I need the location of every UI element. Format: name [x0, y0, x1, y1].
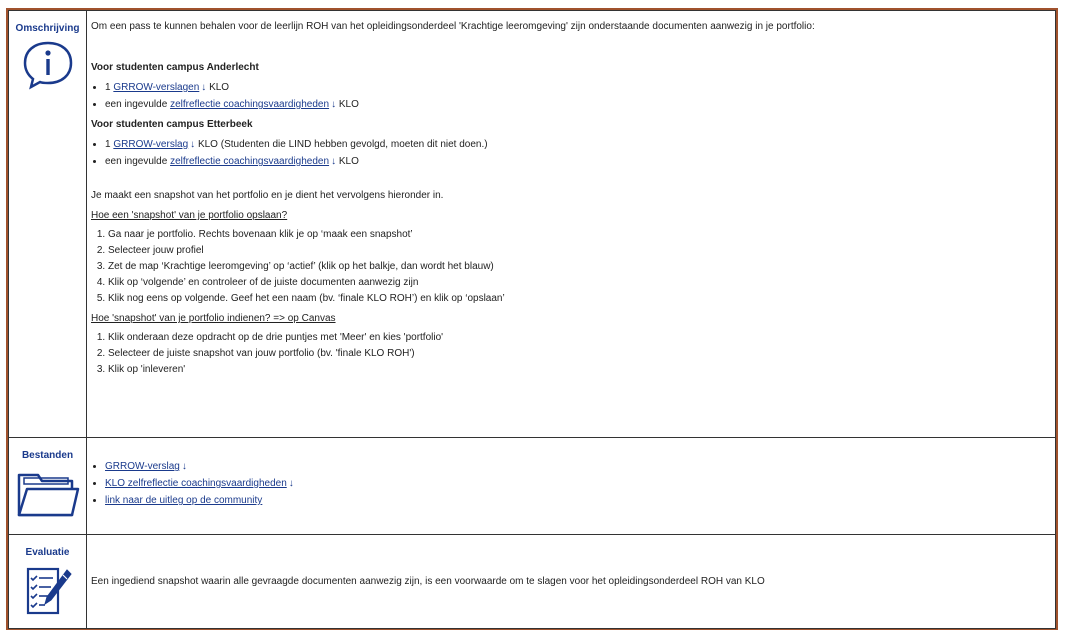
list-item: 3. Zet de map ‘Krachtige leeromgeving’ op ‘actief’ (klik op het balkje, dan wordt het blauw)	[108, 259, 1051, 275]
omschrijving-label-cell	[9, 11, 87, 438]
snapshot-intro: Je maakt een snapshot van het portfolio en je dient het vervolgens hieronder in.	[91, 190, 444, 201]
evaluatie-content	[87, 535, 1056, 629]
download-icon[interactable]: ↓	[288, 478, 294, 489]
list-item: 5. Klik nog eens op volgende. Geef het een naam (bv. ‘finale KLO ROH’) en klik op ‘opslaan’	[108, 291, 1051, 307]
item-suffix: KLO	[336, 99, 359, 110]
download-icon[interactable]: ↓	[201, 82, 207, 93]
omschrijving-label: Omschrijving	[15, 23, 80, 34]
assignment-frame	[6, 8, 1058, 630]
list-item	[105, 79, 1051, 96]
list-item: 2. Selecteer jouw profiel	[108, 243, 1051, 259]
omschrijving-content	[87, 11, 1056, 438]
zelfreflectie-link[interactable]: zelfreflectie coachingsvaardigheden	[170, 156, 330, 167]
download-icon[interactable]: ↓	[331, 99, 337, 110]
item-prefix: een ingevulde	[105, 99, 171, 110]
evaluatie-label: Evaluatie	[25, 547, 70, 558]
evaluatie-text: Een ingediend snapshot waarin alle gevraagde documenten aanwezig zijn, is een voorwaarde om te slagen voor het opleidingsonderdeel ROH van KLO	[91, 575, 765, 587]
grrow-verslag-file-link[interactable]: GRROW-verslag	[105, 461, 180, 472]
folder-icon	[16, 467, 80, 519]
anderlecht-list	[91, 79, 1051, 113]
klo-zelfreflectie-file-link[interactable]: KLO zelfreflectie coachingsvaardigheden	[105, 478, 287, 489]
list-item	[105, 475, 1051, 492]
list-item: 3. Klik op 'inleveren'	[108, 362, 1051, 378]
list-item: 4. Klik op ‘volgende’ en controleer of de juiste documenten aanwezig zijn	[108, 275, 1051, 291]
submit-steps-list	[91, 330, 1051, 378]
list-item	[105, 458, 1051, 475]
item-prefix: een ingevulde	[105, 156, 171, 167]
list-item	[105, 96, 1051, 113]
etterbeek-list	[91, 136, 1051, 170]
community-uitleg-link[interactable]: link naar de uitleg op de community	[105, 495, 263, 506]
list-item: 2. Selecteer de juiste snapshot van jouw portfolio (bv. 'finale KLO ROH')	[108, 346, 1051, 362]
item-suffix: KLO	[206, 82, 230, 93]
intro-text: Om een pass te kunnen behalen voor de leerlijn ROH van het opleidingsonderdeel 'Krachtige leeromgeving' zijn onderstaande documenten aanwezig in je portfolio:	[91, 21, 815, 32]
assignment-table	[8, 10, 1056, 629]
checklist-pen-icon	[23, 564, 73, 618]
save-heading: Hoe een 'snapshot' van je portfolio opslaan?	[91, 210, 288, 221]
zelfreflectie-link[interactable]: zelfreflectie coachingsvaardigheden	[170, 99, 330, 110]
evaluatie-label-cell	[9, 535, 87, 629]
download-icon[interactable]: ↓	[181, 461, 187, 472]
bestanden-content	[87, 438, 1056, 535]
submit-heading: Hoe 'snapshot' van je portfolio indienen? => op Canvas	[91, 313, 336, 324]
bestanden-list	[91, 458, 1051, 509]
download-icon[interactable]: ↓	[190, 139, 196, 150]
grrow-verslagen-link[interactable]: GRROW-verslagen	[113, 82, 200, 93]
list-item	[105, 492, 1051, 509]
item-prefix: 1	[105, 139, 114, 150]
bestanden-label: Bestanden	[21, 450, 74, 461]
download-icon[interactable]: ↓	[331, 156, 337, 167]
list-item: 1. Klik onderaan deze opdracht op de drie puntjes met 'Meer' en kies 'portfolio'	[108, 330, 1051, 346]
item-suffix: KLO (Studenten die LIND hebben gevolgd, moeten dit niet doen.)	[195, 139, 488, 150]
anderlecht-heading: Voor studenten campus Anderlecht	[91, 62, 259, 73]
item-prefix: 1	[105, 82, 114, 93]
grrow-verslag-link[interactable]: GRROW-verslag	[113, 139, 189, 150]
bestanden-label-cell	[9, 438, 87, 535]
etterbeek-heading: Voor studenten campus Etterbeek	[91, 119, 253, 130]
save-steps-list	[91, 227, 1051, 307]
list-item: 1. Ga naar je portfolio. Rechts bovenaan klik je op ‘maak een snapshot’	[108, 227, 1051, 243]
list-item	[105, 153, 1051, 170]
info-speech-bubble-icon	[22, 40, 74, 90]
list-item	[105, 136, 1051, 153]
item-suffix: KLO	[336, 156, 359, 167]
